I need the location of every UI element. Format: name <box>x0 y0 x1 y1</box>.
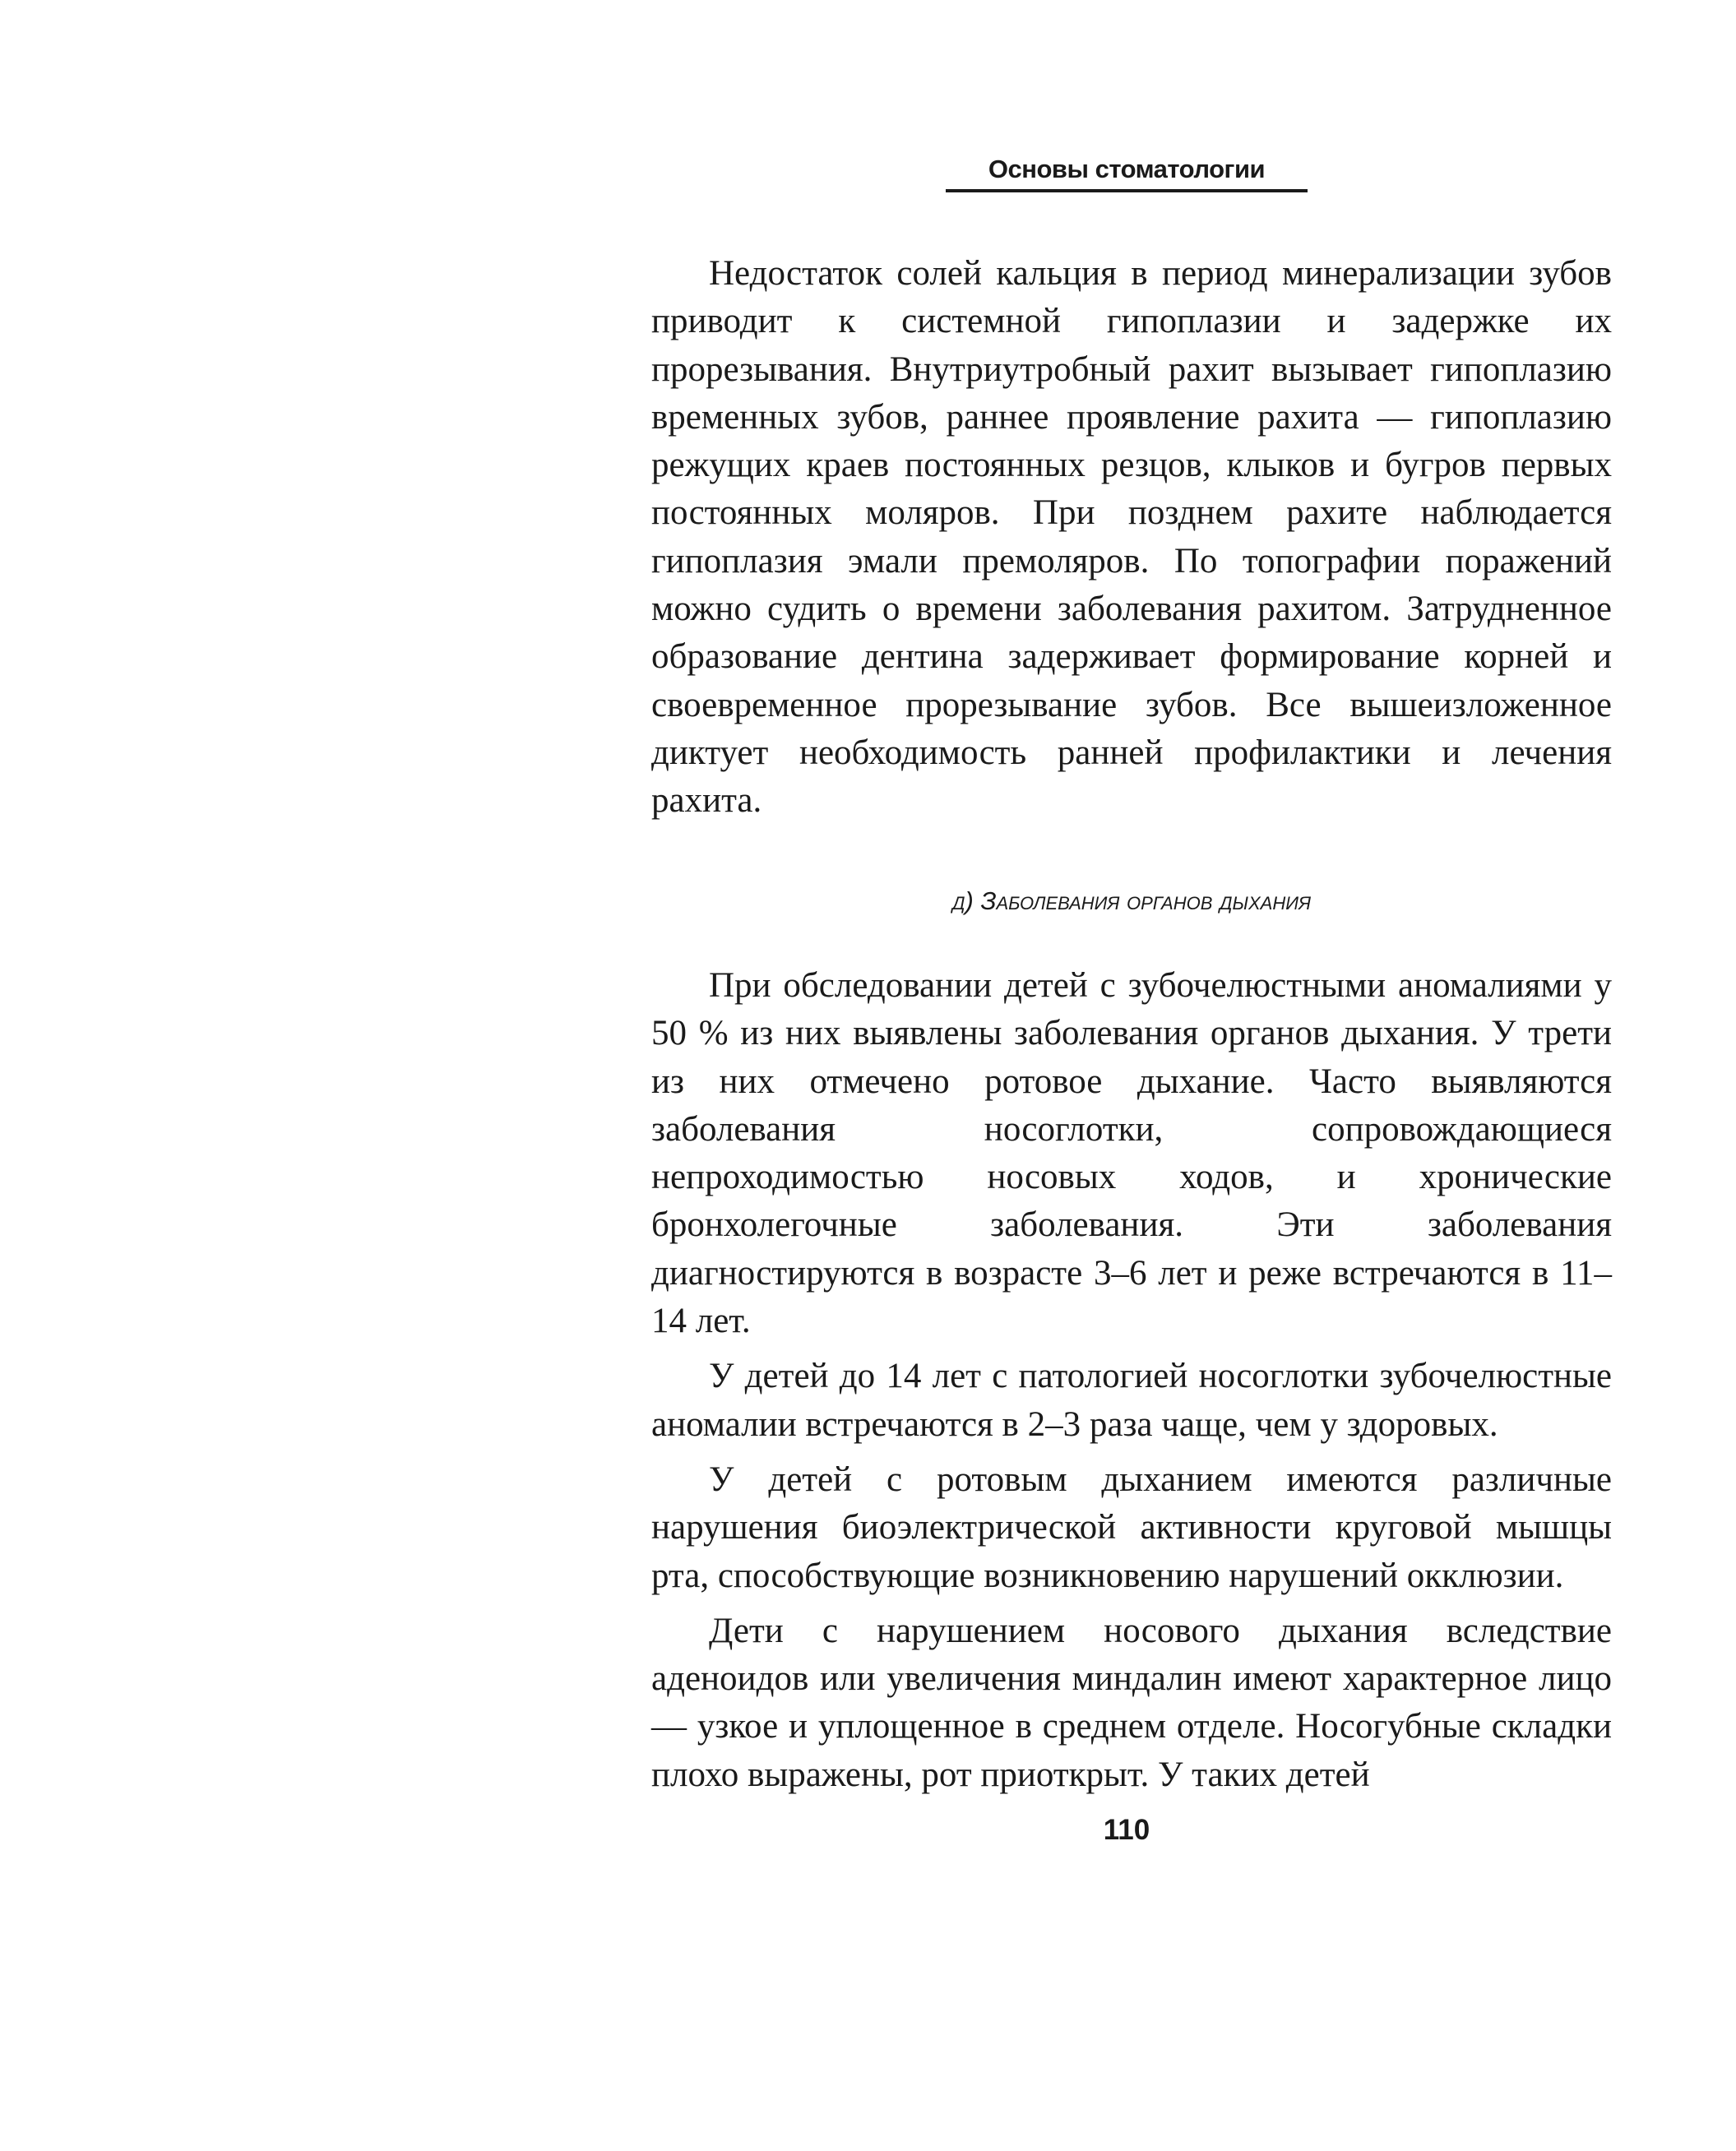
page-number: 110 <box>1103 1814 1150 1846</box>
running-head-rule <box>946 189 1308 192</box>
paragraph: Дети с нарушением носового дыхания вследствие аденоидов или увеличения миндалин имеют характерное лицо — узкое и уплощенное в среднем отделе. Носогубные складки плохо выражены, рот приоткрыт. У таких детей <box>651 1611 1612 1794</box>
paragraph: У детей с ротовым дыханием имеются различные нарушения биоэлектрической активности круговой мышцы рта, способствующие возникновению нарушений окклюзии. <box>651 1459 1612 1595</box>
running-head: Основы стоматологии <box>988 155 1266 183</box>
paragraph: Недостаток солей кальция в период минерализации зубов приводит к системной гипоплазии и задержке их прорезывания. Внутриутробный рахит вызывает гипоплазию временных зубов, раннее проявление рахита — гипоплазию режущих краев постоянных резцов, клыков и бугров первых постоянных моляров. При позднем рахите наблюдается гипоплазия эмали премоляров. По топографии поражений можно судить о времени заболевания рахитом. Затрудненное образование дентина задерживает формирование корней и своевременное прорезывание зубов. Все вышеизложенное диктует необходимость ранней профилактики и лечения рахита. <box>651 254 1612 821</box>
paragraph: У детей до 14 лет с патологией носоглотки зубочелюстные аномалии встречаются в 2–3 раза чаще, чем у здоровых. <box>651 1357 1612 1444</box>
section-heading: д) Заболевания органов дыхания <box>952 886 1311 915</box>
body-text-section <box>651 962 1612 1799</box>
paragraph: При обследовании детей с зубочелюстными аномалиями у 50 % из них выявлены заболевания органов дыхания. У трети из них отмечено ротовое дыхание. Часто выявляются заболевания носоглотки, сопровождающиеся непроходимостью носовых ходов, и хронические бронхолегочные заболевания. Эти заболевания диагностируются в возрасте 3–6 лет и реже встречаются в 11–14 лет. <box>651 966 1612 1341</box>
body-text-top <box>651 250 1612 826</box>
